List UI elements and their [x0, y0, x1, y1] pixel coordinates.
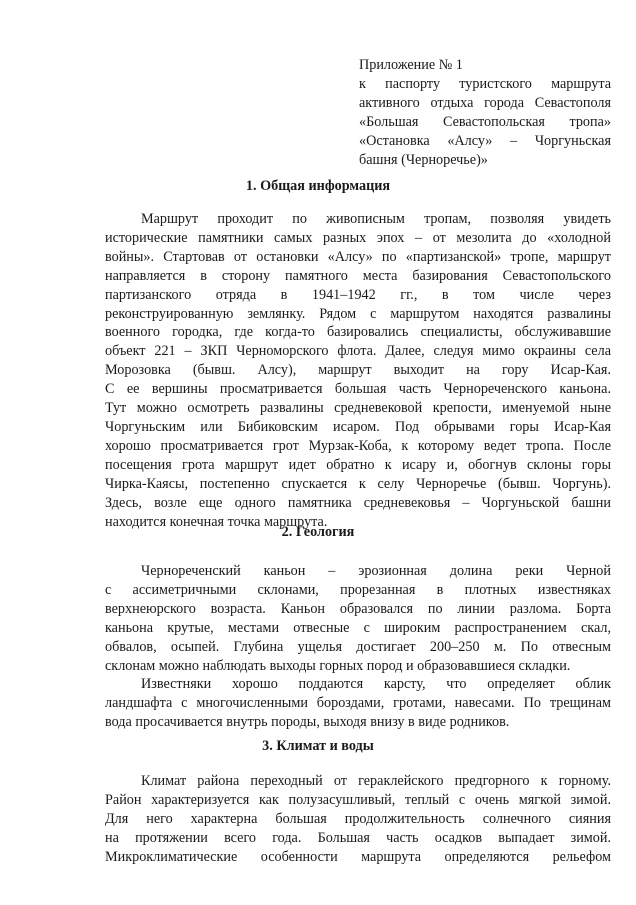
paragraph-line: Чернореченский каньон – эрозионная долина реки Черной: [141, 563, 611, 579]
paragraph: [105, 675, 611, 732]
paragraph-line: Климат района переходный от гераклейского предгорного к горному.: [141, 773, 611, 789]
annex-line: Приложение № 1: [359, 57, 463, 73]
paragraph: [105, 210, 611, 531]
paragraph-line: войны». Стартовав от остановки «Алсу» по «партизанской» тропе, маршрут: [105, 248, 611, 265]
paragraph-line: Район характеризуется как полузасушливый, теплый с очень мягкой зимой.: [105, 791, 611, 808]
paragraph-line: вода просачивается внутрь породы, выходя внизу в виде родников.: [105, 713, 510, 730]
paragraph-line: исторические памятники самых разных эпох – от мезолита до «холодной: [105, 229, 611, 246]
paragraph-line: С ее вершины просматривается большая часть Чернореченского каньона.: [105, 381, 611, 398]
paragraph-line: объект 221 – ЗКП Черноморского флота. Далее, следуя мимо окраины села: [105, 343, 611, 360]
paragraph: [105, 562, 611, 675]
section-heading: 2. Геология: [281, 524, 355, 540]
paragraph-line: посещения грота маршрут идет обратно к исару и, обогнув склоны горы: [105, 456, 611, 473]
paragraph-line: Чирка-Каясы, постепенно спускается к селу Черноречье (бывш. Чоргунь).: [105, 475, 611, 492]
paragraph-line: верхнеюрского возраста. Каньон образовался по линии разлома. Борта: [105, 600, 611, 617]
paragraph-line: военного городка, где когда-то базировались специалисты, обслуживавшие: [105, 324, 611, 341]
paragraph-line: на протяжении всего года. Большая часть осадков выпадает зимой.: [105, 829, 611, 846]
paragraph-line: каньона крутые, местами отвесные с широким распространением скал,: [105, 619, 611, 636]
paragraph-line: партизанского отряда в 1941–1942 гг., в том числе через: [105, 286, 611, 303]
paragraph-line: Маршрут проходит по живописным тропам, позволяя увидеть: [141, 211, 611, 227]
paragraph-line: Чоргуньским или Бибиковским исаром. Под обрывами горы Исар-Кая: [105, 418, 611, 435]
annex-line: к паспорту туристского маршрута: [359, 76, 611, 92]
paragraph-line: Известняки хорошо поддаются карсту, что определяет облик: [141, 676, 611, 692]
paragraph-line: с ассиметричными склонами, прорезанная в плотных известняках: [105, 581, 611, 598]
paragraph-line: обвалов, осыпей. Глубина ущелья достигает 200–250 м. По отвесным: [105, 638, 611, 655]
paragraph-line: Морозовка (бывш. Алсу), маршрут выходит на гору Исар-Кая.: [105, 362, 611, 379]
paragraph-line: Микроклиматические особенности маршрута определяются рельефом: [105, 848, 611, 865]
paragraph: [105, 772, 611, 867]
paragraph-line: склонам можно наблюдать выходы горных пород и образовавшиеся складки.: [105, 657, 571, 674]
annex-line: башня (Черноречье)»: [359, 152, 488, 168]
paragraph-line: направляется в сторону памятного места базирования Севастопольского: [105, 267, 611, 284]
paragraph-line: находится конечная точка маршрута.: [105, 513, 328, 530]
paragraph-line: Здесь, возле еще одного памятника средневековья – Чоргуньской башни: [105, 494, 611, 511]
annex-line: «Большая Севастопольская тропа»: [359, 114, 611, 130]
annex-line: «Остановка «Алсу» – Чоргуньская: [359, 133, 611, 149]
paragraph-line: реконструированную землянку. Рядом с маршрутом находятся развалины: [105, 305, 611, 322]
section-heading: 3. Климат и воды: [262, 738, 374, 754]
paragraph-line: ландшафта с многочисленными бороздами, гротами, навесами. По трещинам: [105, 694, 611, 711]
paragraph-line: Для него характерна большая продолжительность солнечного сияния: [105, 810, 611, 827]
paragraph-line: хорошо просматривается грот Мурзак-Коба, к которому ведет тропа. После: [105, 437, 611, 454]
annex-block: [359, 56, 611, 170]
paragraph-line: Тут можно осмотреть развалины средневековой крепости, именуемой ныне: [105, 400, 611, 417]
section-heading: 1. Общая информация: [245, 178, 391, 194]
annex-line: активного отдыха города Севастополя: [359, 95, 611, 111]
